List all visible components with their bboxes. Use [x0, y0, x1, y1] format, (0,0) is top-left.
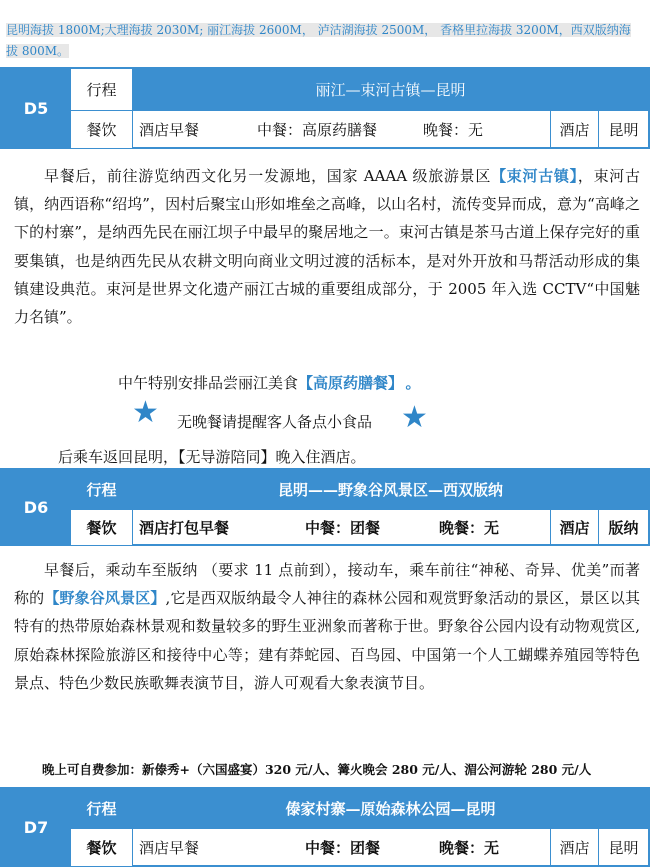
day-badge: D6 — [2, 470, 70, 544]
hotel-label: 酒店 — [550, 111, 598, 148]
breakfast: 酒店早餐 — [139, 121, 200, 139]
d6-description: 早餐后，乘动车至版纳 （要求 11 点前到），接动车，乘车前往“神秘、奇异、优美”而著称的【野象谷风景区】,它是西双版纳最令人神往的森林公园和观赏野象活动的景区，景区以其特有的热带原始森林景观和数量较多的野生亚洲象而著称于世。野象谷公园内设有动物观赏区,原始森林探险旅游区和接待中心等；建有莽蛇园、百鸟园、中国第一个人工蝴蝶养殖园等特色景点、特色少数民族歌舞表演节目，游人可观看大象表演节目。 — [14, 561, 640, 692]
lunch: 中餐：团餐 — [305, 839, 381, 857]
lunch: 中餐：团餐 — [305, 519, 381, 537]
route-title: 傣家村寨—原始森林公园—昆明 — [132, 789, 648, 828]
dinner: 晚餐：无 — [423, 121, 484, 139]
hotel-label: 酒店 — [550, 510, 598, 545]
meals-row — [132, 111, 550, 148]
dinner: 晚餐：无 — [439, 839, 500, 857]
route-label: 行程 — [70, 69, 132, 110]
route-title: 昆明——野象谷风景区—西双版纳 — [132, 470, 648, 509]
meals-row — [132, 510, 550, 545]
hotel-value: 版纳 — [598, 510, 648, 545]
d5-lunch-note: 中午特别安排品尝丽江美食【高原药膳餐】 。 — [118, 374, 421, 392]
dinner: 晚餐：无 — [439, 519, 500, 537]
d6-optional-activities: 晚上可自费参加：新傣秀+（六国盛宴）320 元/人、篝火晚会 280 元/人、湄公河游轮 280 元/人 — [42, 762, 592, 777]
hotel-value: 昆明 — [598, 111, 648, 148]
breakfast: 酒店早餐 — [139, 839, 200, 857]
d6-table — [0, 468, 650, 546]
meals-row — [132, 829, 550, 866]
meals-label: 餐饮 — [70, 829, 132, 866]
d7-table — [0, 787, 650, 867]
day-badge: D7 — [2, 789, 70, 865]
altitude-note: 昆明海拔 1800M;大理海拔 2030M; 丽江海拔 2600M， 泸沽湖海拔 2500M， 香格里拉海拔 3200M，西双版纳海拔 800M。 — [6, 23, 631, 58]
d5-table — [0, 67, 650, 149]
route-label: 行程 — [70, 470, 132, 509]
meals-label: 餐饮 — [70, 111, 132, 148]
lunch: 中餐：高原药膳餐 — [257, 121, 378, 139]
highlight: 【束河古镇】 — [491, 167, 578, 185]
route-title: 丽江—束河古镇—昆明 — [132, 69, 648, 110]
breakfast: 酒店打包早餐 — [139, 519, 230, 537]
hotel-label: 酒店 — [550, 829, 598, 866]
star-icon: ★ — [401, 400, 428, 435]
star-icon: ★ — [132, 395, 159, 430]
highlight: 【野象谷风景区】 — [44, 589, 166, 608]
d5-return: 后乘车返回昆明，【无导游陪同】晚入住酒店。 — [58, 448, 366, 466]
d5-no-dinner: 无晚餐请提醒客人备点小食品 — [177, 413, 373, 431]
meals-label: 餐饮 — [70, 510, 132, 545]
d5-description: 早餐后，前往游览纳西文化另一发源地，国家 AAAA 级旅游景区【束河古镇】，束河古镇，纳西语称“绍坞”，因村后聚宝山形如堆垒之高峰，以山名村，流传变异而成，意为“高峰之下的村寨”，是纳西先民在丽江坝子中最早的聚居地之一。束河古镇是茶马古道上保存完好的重要集镇，也是纳西先民从农耕文明向商业文明过渡的活标本，是对外开放和马帮活动形成的集镇建设典范。束河是世界文化遗产丽江古城的重要组成部分，于 2005 年入选 CCTV“中国魅力名镇”。 — [14, 167, 640, 327]
route-label: 行程 — [70, 789, 132, 828]
day-badge: D5 — [2, 69, 70, 147]
hotel-value: 昆明 — [598, 829, 648, 866]
